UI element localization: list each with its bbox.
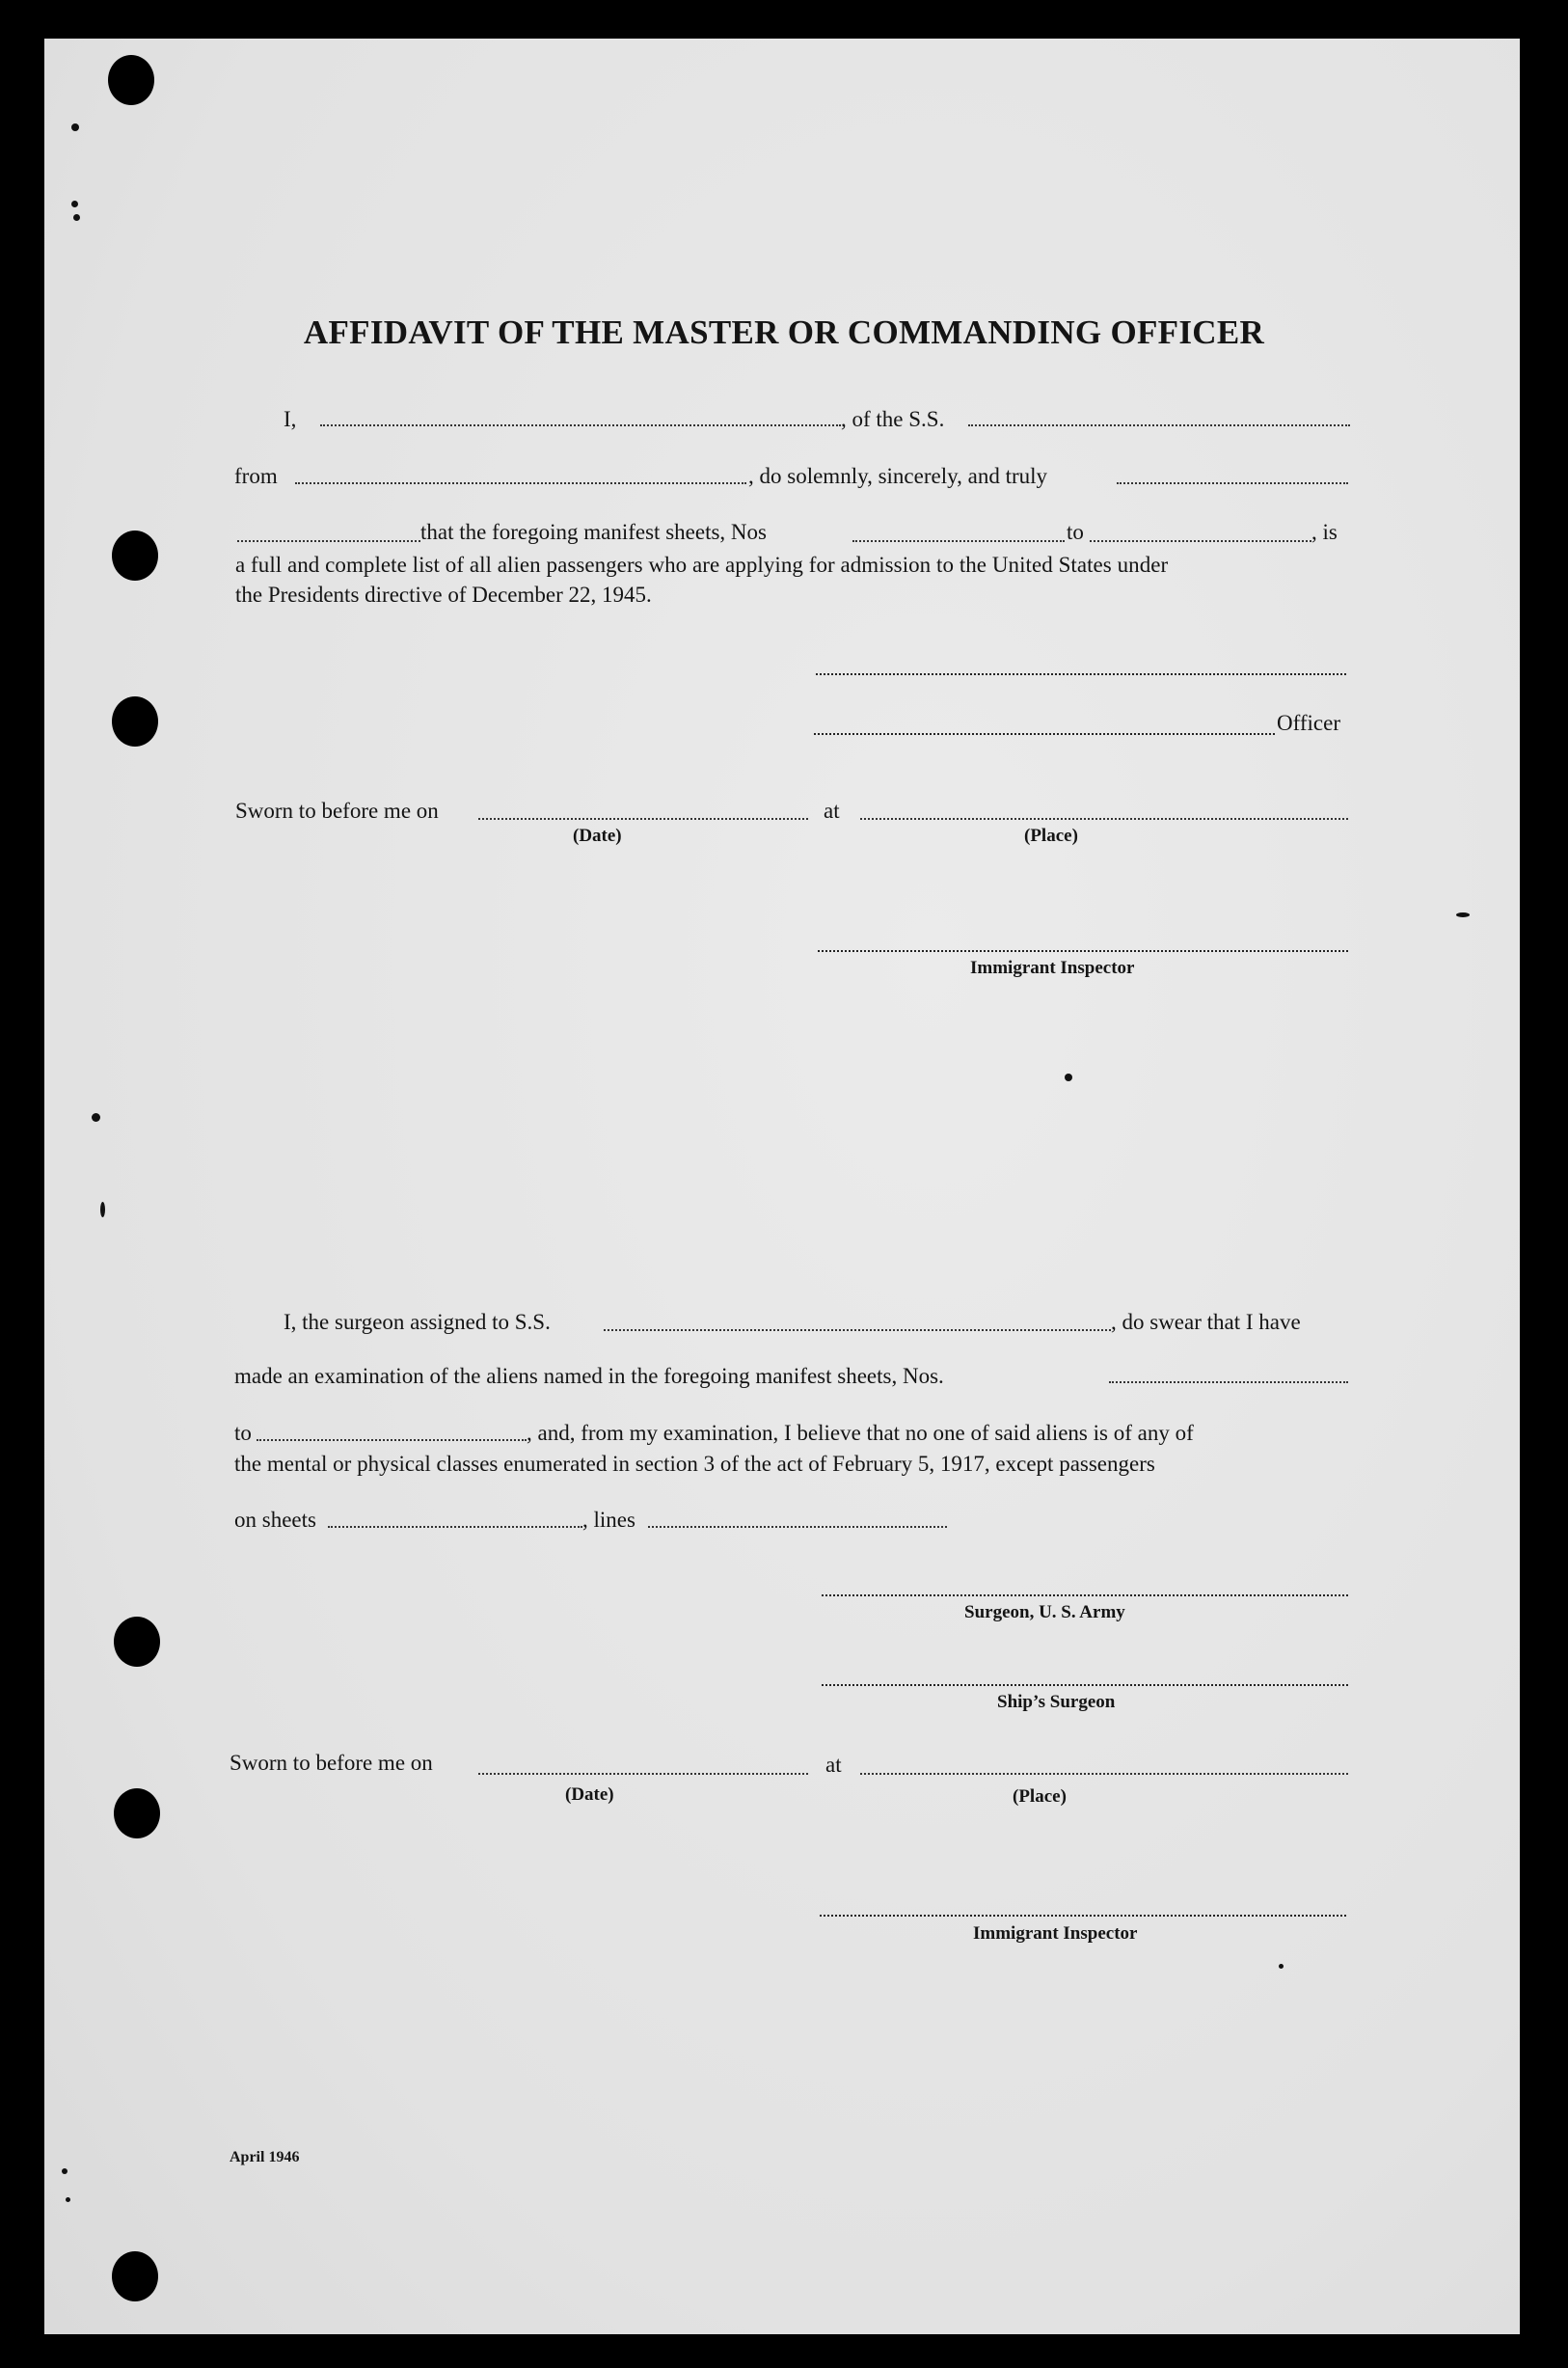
- surgeon-inspector-line[interactable]: [820, 1915, 1346, 1917]
- speck: [1456, 912, 1470, 917]
- speck: [1279, 1964, 1284, 1969]
- master-line5: the Presidents directive of December 22, 1945.: [235, 583, 652, 607]
- master-sworn: Sworn to before me on: [235, 799, 439, 823]
- punch-hole: [108, 55, 154, 105]
- speck: [73, 214, 80, 221]
- surgeon-line1-b: , do swear that I have: [1111, 1310, 1301, 1334]
- master-line3-is: , is: [1311, 520, 1338, 544]
- speck: [66, 2197, 70, 2202]
- master-inspector-label: Immigrant Inspector: [970, 958, 1135, 978]
- speck: [71, 123, 79, 131]
- surgeon-line5-lines: , lines: [582, 1508, 635, 1532]
- surgeon-inspector-label: Immigrant Inspector: [973, 1923, 1138, 1944]
- port-blank[interactable]: [295, 482, 746, 484]
- surgeon-line3-to: to: [234, 1421, 252, 1445]
- speck: [62, 2168, 68, 2174]
- master-date-label: (Date): [573, 826, 622, 846]
- sheet-to-blank[interactable]: [1090, 540, 1311, 542]
- ships-surgeon-label: Ship’s Surgeon: [997, 1692, 1116, 1712]
- surgeon-line4: the mental or physical classes enumerated in section 3 of the act of February 5, 1917, except passengers: [234, 1452, 1155, 1476]
- surgeon-line1-a: I, the surgeon assigned to S.S.: [284, 1310, 551, 1334]
- surgeon-place-label: (Place): [1013, 1786, 1067, 1807]
- officer-signature-line[interactable]: [814, 733, 1275, 735]
- surgeon-date-label: (Date): [565, 1784, 614, 1805]
- punch-hole: [112, 696, 158, 747]
- master-line4: a full and complete list of all alien passengers who are applying for admission to the United States under: [235, 553, 1169, 577]
- master-line1-of: , of the S.S.: [841, 407, 945, 431]
- speck: [92, 1113, 100, 1122]
- speck: [1065, 1074, 1072, 1081]
- surgeon-except-sheets-blank[interactable]: [328, 1526, 582, 1528]
- master-date-blank[interactable]: [478, 818, 808, 820]
- master-at: at: [824, 799, 840, 823]
- surgeon-line5-sheets: on sheets: [234, 1508, 316, 1532]
- surgeon-at: at: [825, 1753, 842, 1777]
- surgeon-place-blank[interactable]: [860, 1773, 1348, 1775]
- ships-surgeon-signature-line[interactable]: [822, 1684, 1348, 1686]
- sheet-from-blank[interactable]: [852, 540, 1065, 542]
- master-line3-to: to: [1067, 520, 1084, 544]
- punch-hole: [114, 1788, 160, 1838]
- page-title: AFFIDAVIT OF THE MASTER OR COMMANDING OFFICER: [303, 313, 1265, 351]
- master-place-label: (Place): [1024, 826, 1078, 846]
- punch-hole: [112, 531, 158, 581]
- officer-label: Officer: [1277, 711, 1340, 735]
- surgeon-except-lines-blank[interactable]: [648, 1526, 947, 1528]
- surgeon-line2: made an examination of the aliens named in the foregoing manifest sheets, Nos.: [234, 1364, 944, 1388]
- master-name-blank[interactable]: [320, 424, 841, 426]
- oath-blank-2[interactable]: [237, 540, 420, 542]
- ship-name-blank[interactable]: [968, 424, 1350, 426]
- speck: [100, 1202, 105, 1217]
- master-line1-i: I,: [284, 407, 297, 431]
- surgeon-line3-rest: , and, from my examination, I believe that no one of said aliens is of any of: [527, 1421, 1194, 1445]
- master-signature-line[interactable]: [816, 673, 1346, 675]
- master-line2-solemnly: , do solemnly, sincerely, and truly: [748, 464, 1048, 488]
- punch-hole: [114, 1617, 160, 1667]
- speck: [71, 201, 78, 207]
- surgeon-sheets-to-blank[interactable]: [257, 1439, 527, 1441]
- master-inspector-line[interactable]: [818, 950, 1348, 952]
- army-surgeon-label: Surgeon, U. S. Army: [964, 1602, 1125, 1622]
- document-sheet: [44, 39, 1520, 2334]
- surgeon-sheets-from-blank[interactable]: [1109, 1381, 1348, 1383]
- surgeon-date-blank[interactable]: [478, 1773, 808, 1775]
- master-line2-from: from: [234, 464, 278, 488]
- surgeon-sworn: Sworn to before me on: [230, 1751, 433, 1775]
- oath-blank[interactable]: [1117, 482, 1348, 484]
- surgeon-ship-blank[interactable]: [604, 1329, 1111, 1331]
- master-place-blank[interactable]: [860, 818, 1348, 820]
- army-surgeon-signature-line[interactable]: [822, 1594, 1348, 1596]
- master-line3-that: that the foregoing manifest sheets, Nos: [420, 520, 767, 544]
- form-date-footer: April 1946: [230, 2149, 300, 2165]
- punch-hole: [112, 2251, 158, 2301]
